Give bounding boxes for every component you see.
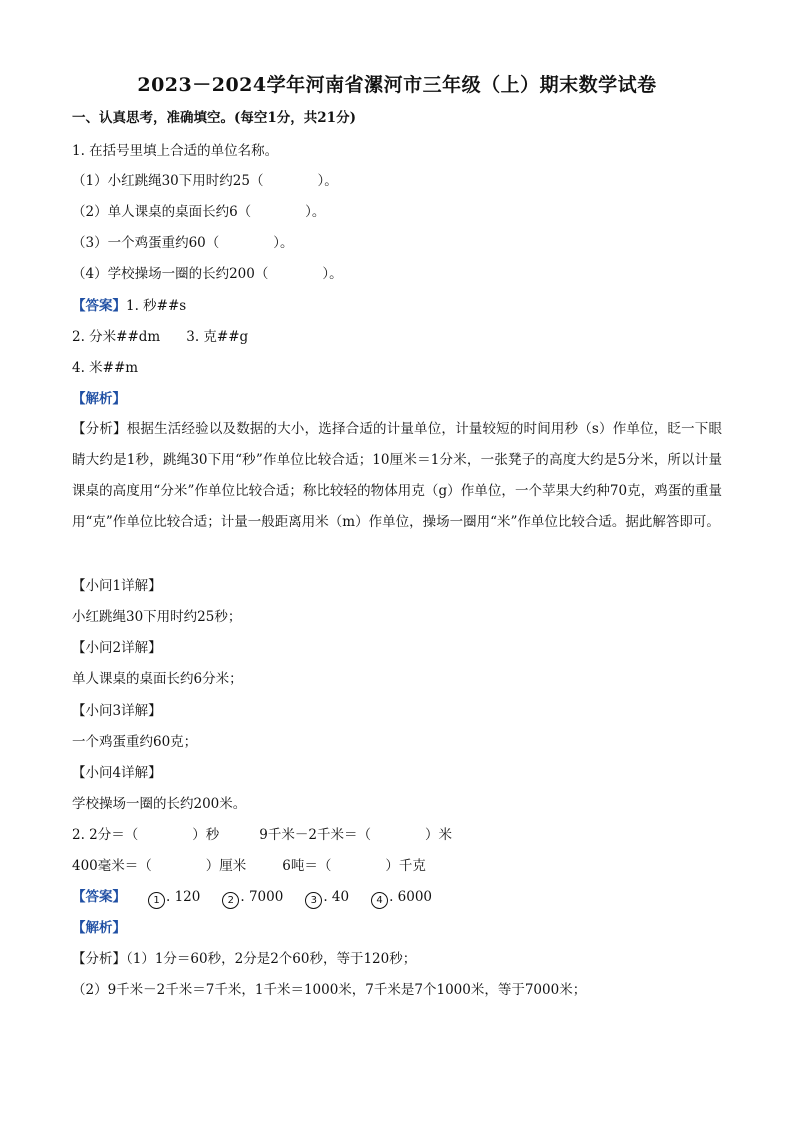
circled-number: 4 — [371, 892, 388, 909]
section-heading: 一、认真思考，准确填空。(每空1分，共21分) — [72, 110, 356, 126]
q2-blank-2: 9千米－2千米＝（ ）米 — [259, 827, 452, 843]
answer-4: 4. 米##m — [72, 360, 139, 376]
answer-line-2 — [72, 328, 248, 346]
q2-answer-4: 4 . 6000 — [371, 888, 432, 909]
sub-4-text: 学校操场一圈的长约200米。 — [72, 796, 247, 812]
q2-fenxi-tag: 【分析】 — [72, 951, 126, 967]
analysis-tag: 【解析】 — [72, 391, 126, 407]
sub-3-text: 一个鸡蛋重约60克； — [72, 734, 198, 750]
answer-line-1 — [72, 297, 186, 315]
fenxi-tag: 【分析】 — [72, 421, 127, 437]
q2-answer-1: 1 . 120 — [148, 888, 200, 909]
question-2-line-2 — [72, 857, 426, 875]
q2-analysis-tag: 【解析】 — [72, 920, 126, 936]
question-1-item-2: （2）单人课桌的桌面长约6（ ）。 — [72, 204, 326, 220]
q2-fenxi-2: （2）9千米－2千米＝7千米，1千米＝1000米，7千米是7个1000米，等于7000米； — [72, 982, 587, 998]
answer-2: 2. 分米##dm — [72, 329, 161, 345]
question-1-item-4: （4）学校操场一圈的长约200（ ）。 — [72, 266, 343, 282]
q2-answer-3: 3 . 40 — [305, 888, 349, 909]
answer-1: 1. 秒##s — [126, 298, 187, 314]
circled-number: 2 — [222, 892, 239, 909]
q2-blank-1: 2. 2分＝（ ）秒 — [72, 827, 220, 843]
analysis-paragraph — [72, 414, 722, 538]
sub-3-tag: 【小问3详解】 — [72, 703, 162, 719]
q2-blank-4: 6吨＝（ ）千克 — [282, 858, 426, 874]
q2-blank-3: 400毫米＝（ ）厘米 — [72, 858, 247, 874]
sub-1-text: 小红跳绳30下用时约25秒； — [72, 609, 242, 625]
sub-1-tag: 【小问1详解】 — [72, 578, 162, 594]
answer-tag: 【答案】 — [72, 298, 126, 314]
question-2-answer — [72, 888, 454, 909]
question-1-item-3: （3）一个鸡蛋重约60（ ）。 — [72, 235, 294, 251]
sub-4-tag: 【小问4详解】 — [72, 765, 162, 781]
sub-2-text: 单人课桌的桌面长约6分米； — [72, 671, 243, 687]
question-1-stem: 1. 在括号里填上合适的单位名称。 — [72, 143, 279, 159]
q2-answer-2: 2 . 7000 — [222, 888, 283, 909]
circled-number: 1 — [148, 892, 165, 909]
answer-3: 3. 克##g — [186, 329, 249, 345]
q2-fenxi-1: 【分析】（1）1分＝60秒，2分是2个60秒，等于120秒； — [72, 951, 417, 967]
sub-2-tag: 【小问2详解】 — [72, 640, 162, 656]
circled-number: 3 — [305, 892, 322, 909]
question-2-line-1 — [72, 826, 452, 844]
page-title: 2023－2024学年河南省漯河市三年级（上）期末数学试卷 — [137, 74, 657, 96]
fenxi-text: 根据生活经验以及数据的大小，选择合适的计量单位，计量较短的时间用秒（s）作单位，眨一下眼睛大约是1秒，跳绳30下用“秒”作单位比较合适；10厘米＝1分米，一张凳子的高度大约是5分米，所以计量课桌的高度用“分米”作单位比较合适；称比较轻的物体用克（g）作单位，一个苹果大约种70克，鸡蛋的重量用“克”作单位比较合适；计量一般距离用米（m）作单位，操场一圈用“米”作单位比较合适。据此解答即可。 — [72, 421, 722, 530]
question-1-item-1: （1）小红跳绳30下用时约25（ ）。 — [72, 173, 338, 189]
q2-answer-tag: 【答案】 — [72, 889, 126, 905]
